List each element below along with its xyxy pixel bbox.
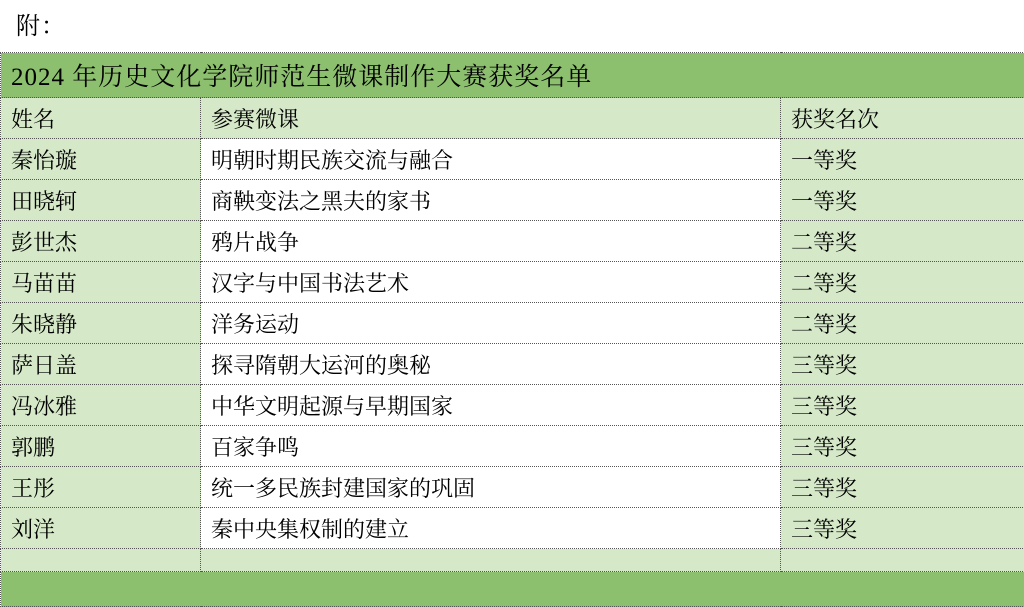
table-row: [1, 508, 1024, 549]
table-footer-band: [1, 572, 1024, 607]
cell-name: 秦怡璇: [1, 139, 201, 180]
cell-name: 田晓轲: [1, 180, 201, 221]
cell-topic: 汉字与中国书法艺术: [201, 262, 781, 303]
table-row: [1, 303, 1024, 344]
cell-topic: 中华文明起源与早期国家: [201, 385, 781, 426]
cell-topic: 鸦片战争: [201, 221, 781, 262]
table-row: [1, 385, 1024, 426]
cell-name: 刘洋: [1, 508, 201, 549]
cell-name: 马苗苗: [1, 262, 201, 303]
award-table: [0, 52, 1024, 607]
column-header-name: 姓名: [1, 98, 201, 139]
cell-topic: 百家争鸣: [201, 426, 781, 467]
cell-prize: 三等奖: [781, 385, 1024, 426]
cell-prize: 二等奖: [781, 262, 1024, 303]
table-row: [1, 180, 1024, 221]
cell-topic: 洋务运动: [201, 303, 781, 344]
cell-prize: 三等奖: [781, 467, 1024, 508]
cell-topic: 明朝时期民族交流与融合: [201, 139, 781, 180]
cell-name: 萨日盖: [1, 344, 201, 385]
table-header-row: [1, 98, 1024, 139]
cell-topic: 统一多民族封建国家的巩固: [201, 467, 781, 508]
cell-name: 冯冰雅: [1, 385, 201, 426]
cell-prize: 三等奖: [781, 426, 1024, 467]
cell-prize: 二等奖: [781, 303, 1024, 344]
cell-topic: [201, 549, 781, 572]
column-header-topic: 参赛微课: [201, 98, 781, 139]
cell-prize: 二等奖: [781, 221, 1024, 262]
award-table-container: [0, 52, 1024, 607]
cell-topic: 商鞅变法之黑夫的家书: [201, 180, 781, 221]
cell-name: 郭鹏: [1, 426, 201, 467]
cell-prize: 一等奖: [781, 139, 1024, 180]
table-row: [1, 426, 1024, 467]
cell-prize: [781, 549, 1024, 572]
footer-band-cell: [1, 572, 1024, 607]
table-row: [1, 344, 1024, 385]
table-row: [1, 262, 1024, 303]
cell-prize: 三等奖: [781, 344, 1024, 385]
cell-name: 彭世杰: [1, 221, 201, 262]
table-row: [1, 139, 1024, 180]
cell-name: 朱晓静: [1, 303, 201, 344]
cell-topic: 秦中央集权制的建立: [201, 508, 781, 549]
cell-prize: 一等奖: [781, 180, 1024, 221]
table-title-row: [1, 53, 1024, 98]
attachment-label: 附：: [16, 12, 66, 42]
column-header-prize: 获奖名次: [781, 98, 1024, 139]
table-title: 2024 年历史文化学院师范生微课制作大赛获奖名单: [1, 53, 1024, 98]
table-row: [1, 467, 1024, 508]
cell-prize: 三等奖: [781, 508, 1024, 549]
table-row: [1, 221, 1024, 262]
cell-name: [1, 549, 201, 572]
table-spacer-row: [1, 549, 1024, 572]
cell-topic: 探寻隋朝大运河的奥秘: [201, 344, 781, 385]
cell-name: 王彤: [1, 467, 201, 508]
